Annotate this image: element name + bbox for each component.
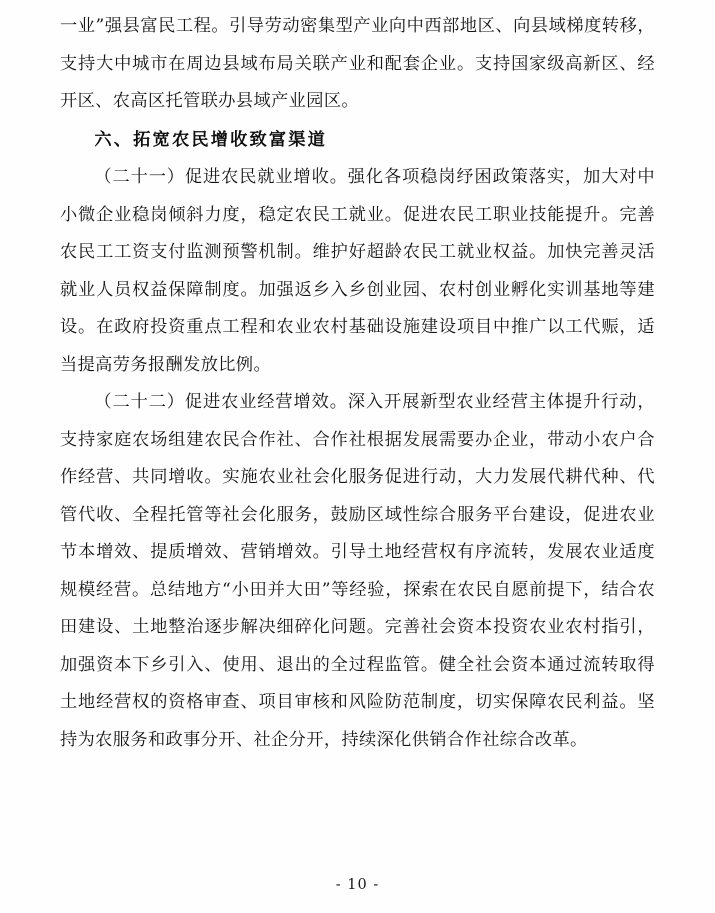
paragraph-twenty-one: （二十一）促进农民就业增收。强化各项稳岗纾困政策落实，加大对中小微企业稳岗倾斜力度，稳定农民工就业。促进农民工职业技能提升。完善农民工工资支付监测预警机制。维护好超龄农民工就业权益。加快完善灵活就业人员权益保障制度。加强返乡入乡创业园、农村创业孵化实训基地等建设。在政府投资重点工程和农业农村基础设施建设项目中推广以工代赈，适当提高劳务报酬发放比例。 bbox=[60, 167, 655, 375]
section-heading-six: 六、拓宽农民增收致富渠道 bbox=[94, 129, 328, 150]
paragraph-twenty-two: （二十二）促进农业经营增效。深入开展新型农业经营主体提升行动，支持家庭农场组建农民合作社、合作社根据发展需要办企业，带动小农户合作经营、共同增收。实施农业社会化服务促进行动，大力发展代耕代种、代管代收、全程托管等社会化服务，鼓励区域性综合服务平台建设，促进农业节本增效、提质增效、营销增效。引导土地经营权有序流转，发展农业适度规模经营。总结地方“小田并大田”等经验，探索在农民自愿前提下，结合农田建设、土地整治逐步解决细碎化问题。完善社会资本投资农业农村指引，加强资本下乡引入、使用、退出的全过程监管。健全社会资本通过流转取得土地经营权的资格审查、项目审核和风险防范制度，切实保障农民利益。坚持为农服务和政事分开、社企分开，持续深化供销合作社综合改革。 bbox=[60, 392, 655, 750]
paragraph-continued: 一业”强县富民工程。引导劳动密集型产业向中西部地区、向县域梯度转移，支持大中城市在周边县域布局关联产业和配套企业。支持国家级高新区、经开区、农高区托管联办县域产业园区。 bbox=[60, 16, 655, 111]
page-number: - 10 - bbox=[335, 877, 380, 893]
